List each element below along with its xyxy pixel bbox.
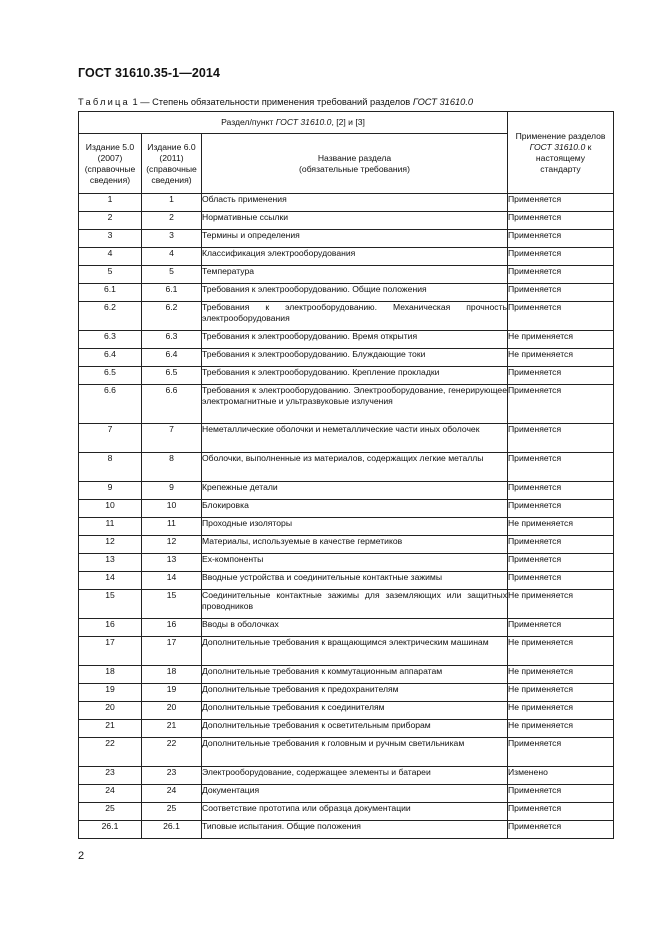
- cell-edition-6: 13: [142, 554, 202, 572]
- cell-edition-6: 25: [142, 803, 202, 821]
- header-section-group: Раздел/пункт ГОСТ 31610.0, [2] и [3]: [79, 112, 508, 134]
- cell-edition-6: 21: [142, 720, 202, 738]
- cell-edition-6: 6.3: [142, 331, 202, 349]
- cell-edition-5: 9: [79, 482, 142, 500]
- cell-edition-6: 6.2: [142, 302, 202, 331]
- cell-section-name: Область применения: [202, 194, 508, 212]
- cell-application-status: Применяется: [508, 367, 614, 385]
- cell-edition-5: 21: [79, 720, 142, 738]
- table-row: [79, 266, 614, 284]
- cell-edition-5: 15: [79, 590, 142, 619]
- cell-edition-5: 24: [79, 785, 142, 803]
- cell-application-status: Применяется: [508, 230, 614, 248]
- table-row: [79, 619, 614, 637]
- table-row: [79, 284, 614, 302]
- cell-edition-5: 25: [79, 803, 142, 821]
- cell-edition-5: 20: [79, 702, 142, 720]
- table-row: [79, 637, 614, 666]
- table-row: [79, 821, 614, 839]
- cell-edition-6: 8: [142, 453, 202, 482]
- cell-application-status: Не применяется: [508, 590, 614, 619]
- table-row: [79, 367, 614, 385]
- table-row: [79, 738, 614, 767]
- cell-edition-5: 11: [79, 518, 142, 536]
- cell-application-status: Применяется: [508, 821, 614, 839]
- cell-section-name: Блокировка: [202, 500, 508, 518]
- cell-application-status: Применяется: [508, 738, 614, 767]
- cell-edition-6: 24: [142, 785, 202, 803]
- table-row: [79, 248, 614, 266]
- table-row: [79, 572, 614, 590]
- cell-edition-6: 11: [142, 518, 202, 536]
- cell-section-name: Требования к электрооборудованию. Механическая прочность электрооборудования: [202, 302, 508, 331]
- table-row: [79, 518, 614, 536]
- table-row: [79, 482, 614, 500]
- cell-edition-6: 18: [142, 666, 202, 684]
- cell-section-name: Неметаллические оболочки и неметаллические части иных оболочек: [202, 424, 508, 453]
- cell-edition-5: 18: [79, 666, 142, 684]
- table-row: [79, 424, 614, 453]
- caption-label: Таблица: [78, 97, 130, 107]
- cell-application-status: Применяется: [508, 803, 614, 821]
- table-row: [79, 590, 614, 619]
- cell-edition-6: 10: [142, 500, 202, 518]
- cell-edition-6: 22: [142, 738, 202, 767]
- cell-edition-5: 6.6: [79, 385, 142, 424]
- cell-edition-6: 17: [142, 637, 202, 666]
- caption-text: — Степень обязательности применения требований разделов: [137, 97, 413, 107]
- cell-section-name: Дополнительные требования к коммутационным аппаратам: [202, 666, 508, 684]
- cell-application-status: Применяется: [508, 536, 614, 554]
- cell-edition-6: 16: [142, 619, 202, 637]
- cell-edition-6: 6.4: [142, 349, 202, 367]
- cell-edition-6: 5: [142, 266, 202, 284]
- cell-section-name: Дополнительные требования к головным и ручным светильникам: [202, 738, 508, 767]
- cell-edition-6: 2: [142, 212, 202, 230]
- cell-application-status: Применяется: [508, 212, 614, 230]
- cell-edition-6: 15: [142, 590, 202, 619]
- table-row: [79, 302, 614, 331]
- cell-section-name: Электрооборудование, содержащее элементы и батареи: [202, 767, 508, 785]
- cell-edition-5: 3: [79, 230, 142, 248]
- cell-section-name: Требования к электрооборудованию. Время открытия: [202, 331, 508, 349]
- cell-section-name: Вводы в оболочках: [202, 619, 508, 637]
- cell-section-name: Классификация электрооборудования: [202, 248, 508, 266]
- caption-standard: ГОСТ 31610.0: [412, 97, 474, 107]
- cell-edition-5: 17: [79, 637, 142, 666]
- cell-application-status: Применяется: [508, 572, 614, 590]
- cell-edition-6: 4: [142, 248, 202, 266]
- cell-edition-5: 6.4: [79, 349, 142, 367]
- cell-application-status: Применяется: [508, 424, 614, 453]
- cell-section-name: Дополнительные требования к осветительным приборам: [202, 720, 508, 738]
- cell-section-name: Требования к электрооборудованию. Блуждающие токи: [202, 349, 508, 367]
- cell-edition-5: 6.5: [79, 367, 142, 385]
- cell-edition-6: 14: [142, 572, 202, 590]
- cell-edition-6: 6.1: [142, 284, 202, 302]
- cell-edition-5: 2: [79, 212, 142, 230]
- requirements-table: [78, 111, 614, 839]
- cell-edition-5: 5: [79, 266, 142, 284]
- cell-application-status: Применяется: [508, 500, 614, 518]
- cell-section-name: Дополнительные требования к соединителям: [202, 702, 508, 720]
- table-row: [79, 453, 614, 482]
- table-row: [79, 194, 614, 212]
- table-row: [79, 536, 614, 554]
- table-row: [79, 720, 614, 738]
- table-row: [79, 803, 614, 821]
- table-row: [79, 684, 614, 702]
- cell-application-status: Применяется: [508, 248, 614, 266]
- cell-section-name: Проходные изоляторы: [202, 518, 508, 536]
- document-title: ГОСТ 31610.35-1—2014: [78, 66, 221, 80]
- cell-section-name: Дополнительные требования к вращающимся электрическим машинам: [202, 637, 508, 666]
- cell-edition-5: 6.2: [79, 302, 142, 331]
- table-row: [79, 785, 614, 803]
- cell-edition-6: 12: [142, 536, 202, 554]
- cell-section-name: Нормативные ссылки: [202, 212, 508, 230]
- cell-application-status: Не применяется: [508, 720, 614, 738]
- cell-section-name: Документация: [202, 785, 508, 803]
- table-row: [79, 349, 614, 367]
- cell-application-status: Не применяется: [508, 637, 614, 666]
- caption-number: 1: [132, 97, 138, 107]
- cell-edition-6: 26.1: [142, 821, 202, 839]
- cell-section-name: Материалы, используемые в качестве герметиков: [202, 536, 508, 554]
- table-row: [79, 702, 614, 720]
- table-row: [79, 230, 614, 248]
- cell-edition-5: 14: [79, 572, 142, 590]
- cell-application-status: Не применяется: [508, 666, 614, 684]
- cell-edition-5: 10: [79, 500, 142, 518]
- cell-application-status: Применяется: [508, 385, 614, 424]
- table-row: [79, 666, 614, 684]
- cell-section-name: Требования к электрооборудованию. Крепление прокладки: [202, 367, 508, 385]
- cell-section-name: Дополнительные требования к предохранителям: [202, 684, 508, 702]
- cell-edition-6: 9: [142, 482, 202, 500]
- cell-edition-6: 19: [142, 684, 202, 702]
- table-row: [79, 767, 614, 785]
- cell-section-name: Типовые испытания. Общие положения: [202, 821, 508, 839]
- table-row: [79, 385, 614, 424]
- cell-application-status: Применяется: [508, 785, 614, 803]
- cell-application-status: Не применяется: [508, 702, 614, 720]
- cell-application-status: Применяется: [508, 194, 614, 212]
- cell-application-status: Применяется: [508, 554, 614, 572]
- cell-edition-5: 1: [79, 194, 142, 212]
- cell-section-name: Соответствие прототипа или образца документации: [202, 803, 508, 821]
- cell-application-status: Не применяется: [508, 518, 614, 536]
- cell-edition-5: 12: [79, 536, 142, 554]
- cell-application-status: Изменено: [508, 767, 614, 785]
- cell-section-name: Требования к электрооборудованию. Общие положения: [202, 284, 508, 302]
- cell-application-status: Применяется: [508, 302, 614, 331]
- table-row: [79, 331, 614, 349]
- cell-edition-6: 3: [142, 230, 202, 248]
- cell-application-status: Применяется: [508, 266, 614, 284]
- cell-edition-5: 19: [79, 684, 142, 702]
- table-row: [79, 500, 614, 518]
- cell-edition-5: 22: [79, 738, 142, 767]
- cell-edition-6: 6.5: [142, 367, 202, 385]
- header-edition-6: Издание 6.0 (2011) (справочные сведения): [142, 134, 202, 194]
- cell-section-name: Оболочки, выполненные из материалов, содержащих легкие металлы: [202, 453, 508, 482]
- cell-edition-6: 23: [142, 767, 202, 785]
- cell-section-name: Требования к электрооборудованию. Электрооборудование, генерирующее электромагнитные и ультразвуковые излучения: [202, 385, 508, 424]
- cell-application-status: Не применяется: [508, 684, 614, 702]
- cell-application-status: Применяется: [508, 619, 614, 637]
- page-number: 2: [78, 850, 85, 862]
- cell-section-name: Вводные устройства и соединительные контактные зажимы: [202, 572, 508, 590]
- cell-section-name: Термины и определения: [202, 230, 508, 248]
- cell-edition-6: 7: [142, 424, 202, 453]
- cell-edition-5: 7: [79, 424, 142, 453]
- cell-application-status: Применяется: [508, 284, 614, 302]
- header-edition-5: Издание 5.0 (2007) (справочные сведения): [79, 134, 142, 194]
- cell-edition-5: 26.1: [79, 821, 142, 839]
- cell-edition-5: 23: [79, 767, 142, 785]
- cell-edition-6: 20: [142, 702, 202, 720]
- cell-application-status: Применяется: [508, 453, 614, 482]
- cell-edition-5: 13: [79, 554, 142, 572]
- table-row: [79, 212, 614, 230]
- cell-section-name: Соединительные контактные зажимы для заземляющих или защитных проводников: [202, 590, 508, 619]
- cell-application-status: Не применяется: [508, 331, 614, 349]
- cell-application-status: Применяется: [508, 482, 614, 500]
- cell-section-name: Крепежные детали: [202, 482, 508, 500]
- cell-application-status: Не применяется: [508, 349, 614, 367]
- header-application: Применение разделов ГОСТ 31610.0 к настоящему стандарту: [508, 112, 614, 194]
- table-row: [79, 554, 614, 572]
- cell-edition-5: 6.3: [79, 331, 142, 349]
- cell-section-name: Температура: [202, 266, 508, 284]
- cell-edition-5: 6.1: [79, 284, 142, 302]
- cell-section-name: Ех-компоненты: [202, 554, 508, 572]
- table-caption: [78, 97, 473, 107]
- header-section-name: Название раздела (обязательные требования): [202, 134, 508, 194]
- cell-edition-6: 6.6: [142, 385, 202, 424]
- cell-edition-6: 1: [142, 194, 202, 212]
- cell-edition-5: 16: [79, 619, 142, 637]
- cell-edition-5: 4: [79, 248, 142, 266]
- cell-edition-5: 8: [79, 453, 142, 482]
